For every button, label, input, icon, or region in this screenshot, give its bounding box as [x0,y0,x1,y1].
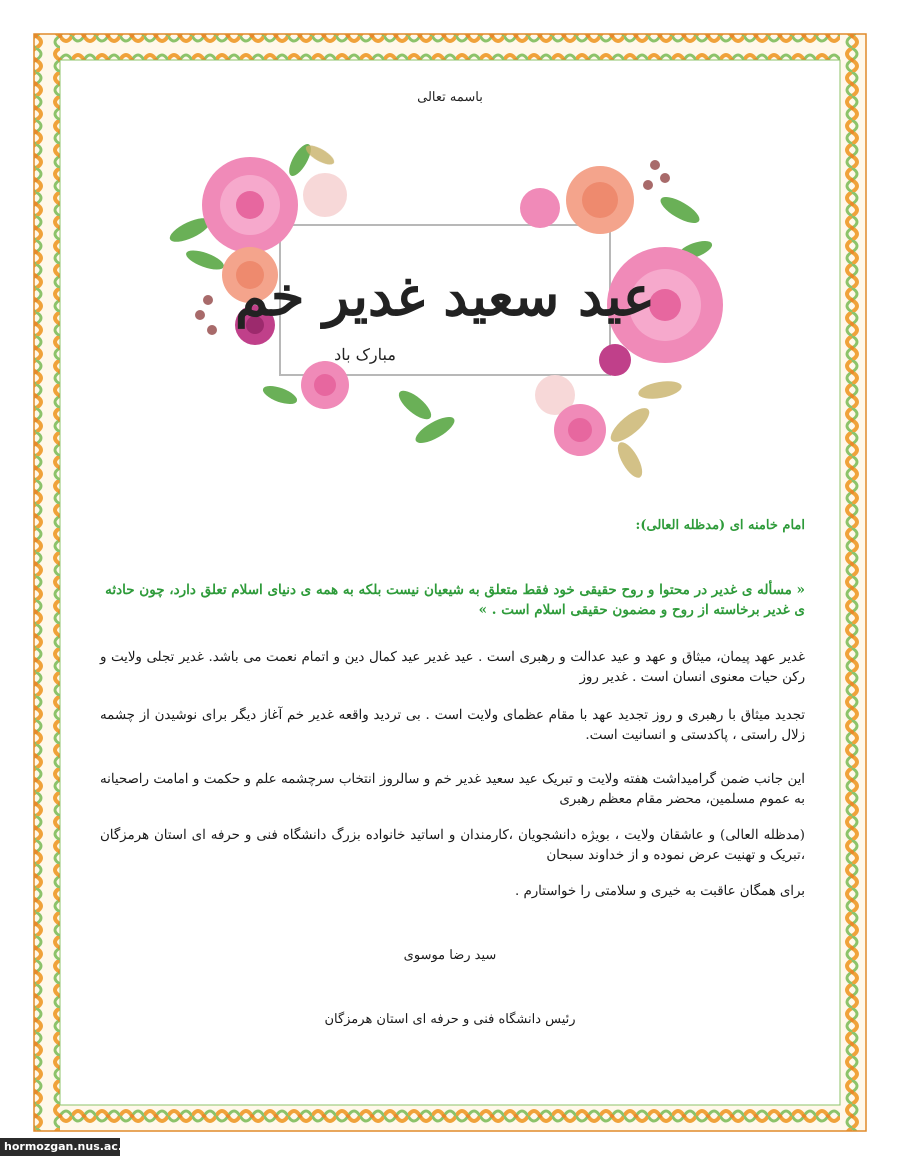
body-paragraph-2-line-2: (مدظله العالی) و عاشقان ولایت ، بویژه دانشجویان ،کارمندان و اساتید خانواده بزرگ دانشگاه فنی و حرفه ای استان هرمزگان ،تبریک و تهنیت عرض نموده و از خداوند سبحان [100,828,805,863]
body-paragraph-1-line-2: تجدید میثاق با رهبری و روز تجدید عهد با مقام عظمای ولایت است . بی تردید واقعه غدیر خم آغاز دیگر برای نوشیدن از چشمه زلال راستی ، پاکدستی و انسانیت است. [100,708,805,743]
quote-attribution: امام خامنه ای (مدظله العالی): [635,518,805,533]
body-paragraph-1-line-1: غدیر عهد پیمان، میثاق و عهد و عید عدالت و رهبری است . عید غدیر عید کمال دین و اتمام نعمت می باشد. غدیر تجلی ولایت و رکن حیات معنوی انسان است . غدیر روز [100,650,805,685]
basmala-heading: باسمه تعالی [417,90,483,105]
signatory-name: سید رضا موسوی [403,948,497,963]
calligraphy-main: عید سعید غدیر خم [235,264,655,328]
leader-quote: « مسأله ی غدیر در محتوا و روح حقیقی خود فقط متعلق به شیعیان نیست بلکه به همه ی دنیای اسلام تعلق دارد، چون حادثه ی غدیر برخاسته از روح و مضمون حقیقی اسلام است . » [105,582,805,618]
body-paragraph-2-line-3: برای همگان عاقبت به خیری و سلامتی را خواستارم . [515,884,805,899]
signatory-title: رئیس دانشگاه فنی و حرفه ای استان هرمزگان [324,1012,576,1027]
eid-greeting-illustration [160,140,740,500]
site-watermark: hormozgan.nus.ac.ir [0,1138,120,1156]
body-paragraph-2-line-1: این جانب ضمن گرامیداشت هفته ولایت و تبریک عید سعید غدیر خم و سالروز انتخاب سرچشمه علم و حکمت و امامت راصحیانه به عموم مسلمین، محضر مقام معظم رهبری [100,772,805,807]
calligraphy-sub: مبارک باد [334,345,396,364]
